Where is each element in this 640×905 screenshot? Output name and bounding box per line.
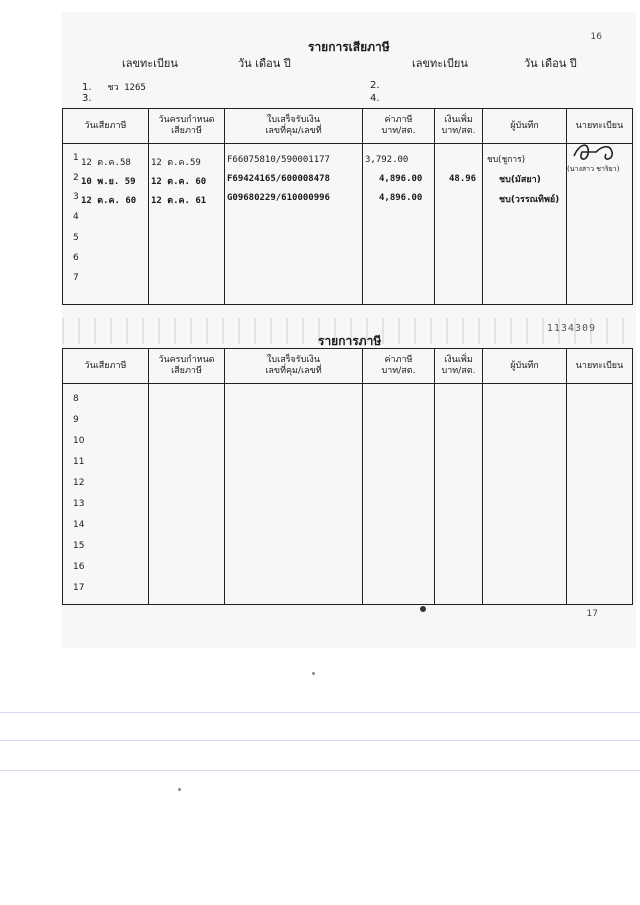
row1-recorder: ชบ(ชูการ) bbox=[487, 155, 526, 165]
cell-empty bbox=[225, 384, 363, 605]
row2-surcharge: 48.96 bbox=[449, 174, 477, 184]
cell-tax-amount bbox=[363, 144, 435, 305]
table-body-2 bbox=[63, 384, 633, 605]
row3-due-date: 12 ต.ค. 61 bbox=[151, 196, 207, 206]
row3-receipt: G09680229/610000996 bbox=[227, 193, 330, 203]
tax-record-sheet bbox=[62, 12, 636, 648]
registrar-note: (นางสาว ชาริยา) bbox=[567, 165, 620, 173]
row1-tax-amount: 3,792.00 bbox=[365, 155, 409, 165]
reg-line-4: 4. bbox=[370, 93, 380, 104]
cell-recorder bbox=[483, 144, 567, 305]
col-tax-date-2: วันเสียภาษี bbox=[63, 349, 149, 384]
col-registrar: นายทะเบียน bbox=[567, 109, 633, 144]
col-registrar-2: นายทะเบียน bbox=[567, 349, 633, 384]
col-recorder: ผู้บันทึก bbox=[483, 109, 567, 144]
cell-empty bbox=[363, 384, 435, 605]
reg-line-3: 3. bbox=[82, 93, 92, 104]
row3-tax-amount: 4,896.00 bbox=[379, 193, 423, 203]
col-recorder-2: ผู้บันทึก bbox=[483, 349, 567, 384]
col-due-date: วันครบกำหนด เสียภาษี bbox=[149, 109, 225, 144]
tax-list-title: รายการภาษี bbox=[318, 334, 382, 348]
scan-line bbox=[0, 740, 640, 741]
col-due-date-2: วันครบกำหนด เสียภาษี bbox=[149, 349, 225, 384]
reg-line-1: 1. ชว 1265 bbox=[82, 82, 146, 93]
cell-row-numbers-2: 8 9 10 11 12 13 14 15 16 17 bbox=[63, 384, 149, 605]
reg-no-label-left: เลขทะเบียน bbox=[122, 57, 178, 70]
page-number-bottom: 17 bbox=[586, 609, 598, 619]
cell-empty bbox=[567, 384, 633, 605]
tax-payment-title: รายการเสียภาษี bbox=[308, 40, 390, 54]
row3-tax-date: 12 ต.ค. 60 bbox=[81, 196, 137, 206]
cell-empty bbox=[435, 384, 483, 605]
cell-empty bbox=[483, 384, 567, 605]
row1-tax-date: 12 ต.ค.58 bbox=[81, 158, 131, 168]
col-surcharge-2: เงินเพิ่ม บาท/สต. bbox=[435, 349, 483, 384]
col-tax-date: วันเสียภาษี bbox=[63, 109, 149, 144]
table-header-row bbox=[63, 109, 633, 144]
row2-recorder: ชบ(มัสยา) bbox=[499, 175, 541, 185]
cell-tax-date: 1 2 3 4 5 6 7 12 ต.ค.58 10 พ.ย. 59 12 ต.ค. 60 bbox=[63, 144, 149, 305]
cell-empty bbox=[149, 384, 225, 605]
date-label-left: วัน เดือน ปี bbox=[238, 57, 291, 70]
tax-table-1 bbox=[62, 108, 633, 305]
row1-due-date: 12 ต.ค.59 bbox=[151, 158, 201, 168]
reg-no-label-right: เลขทะเบียน bbox=[412, 57, 468, 70]
ink-dot bbox=[420, 606, 426, 612]
date-label-right: วัน เดือน ปี bbox=[524, 57, 577, 70]
serial-stamp: 1134309 bbox=[546, 323, 596, 334]
cell-receipt bbox=[225, 144, 363, 305]
row2-due-date: 12 ต.ค. 60 bbox=[151, 177, 207, 187]
row2-tax-date: 10 พ.ย. 59 bbox=[81, 177, 136, 187]
reg-line-2: 2. bbox=[370, 80, 380, 91]
reg-value-1: ชว 1265 bbox=[107, 83, 146, 93]
tax-table-2 bbox=[62, 348, 633, 605]
cell-surcharge bbox=[435, 144, 483, 305]
col-receipt-2: ใบเสร็จรับเงิน เลขที่คุม/เลขที่ bbox=[225, 349, 363, 384]
table-body-1 bbox=[63, 144, 633, 305]
ink-dot bbox=[312, 672, 315, 675]
cell-due-date bbox=[149, 144, 225, 305]
row1-receipt: F66075810/590001177 bbox=[227, 155, 330, 165]
scan-line bbox=[0, 712, 640, 713]
col-surcharge: เงินเพิ่ม บาท/สต. bbox=[435, 109, 483, 144]
col-tax-amount: ค่าภาษี บาท/สต. bbox=[363, 109, 435, 144]
row2-tax-amount: 4,896.00 bbox=[379, 174, 423, 184]
registrar-signature-icon bbox=[566, 136, 626, 168]
row2-receipt: F69424165/600008478 bbox=[227, 174, 330, 184]
row3-recorder: ชบ(วรรณทิพย์) bbox=[499, 195, 560, 205]
table-header-row-2 bbox=[63, 349, 633, 384]
page-number-top: 16 bbox=[590, 32, 602, 42]
ink-dot bbox=[178, 788, 181, 791]
col-receipt: ใบเสร็จรับเงิน เลขที่คุม/เลขที่ bbox=[225, 109, 363, 144]
col-tax-amount-2: ค่าภาษี บาท/สต. bbox=[363, 349, 435, 384]
scan-line bbox=[0, 770, 640, 771]
